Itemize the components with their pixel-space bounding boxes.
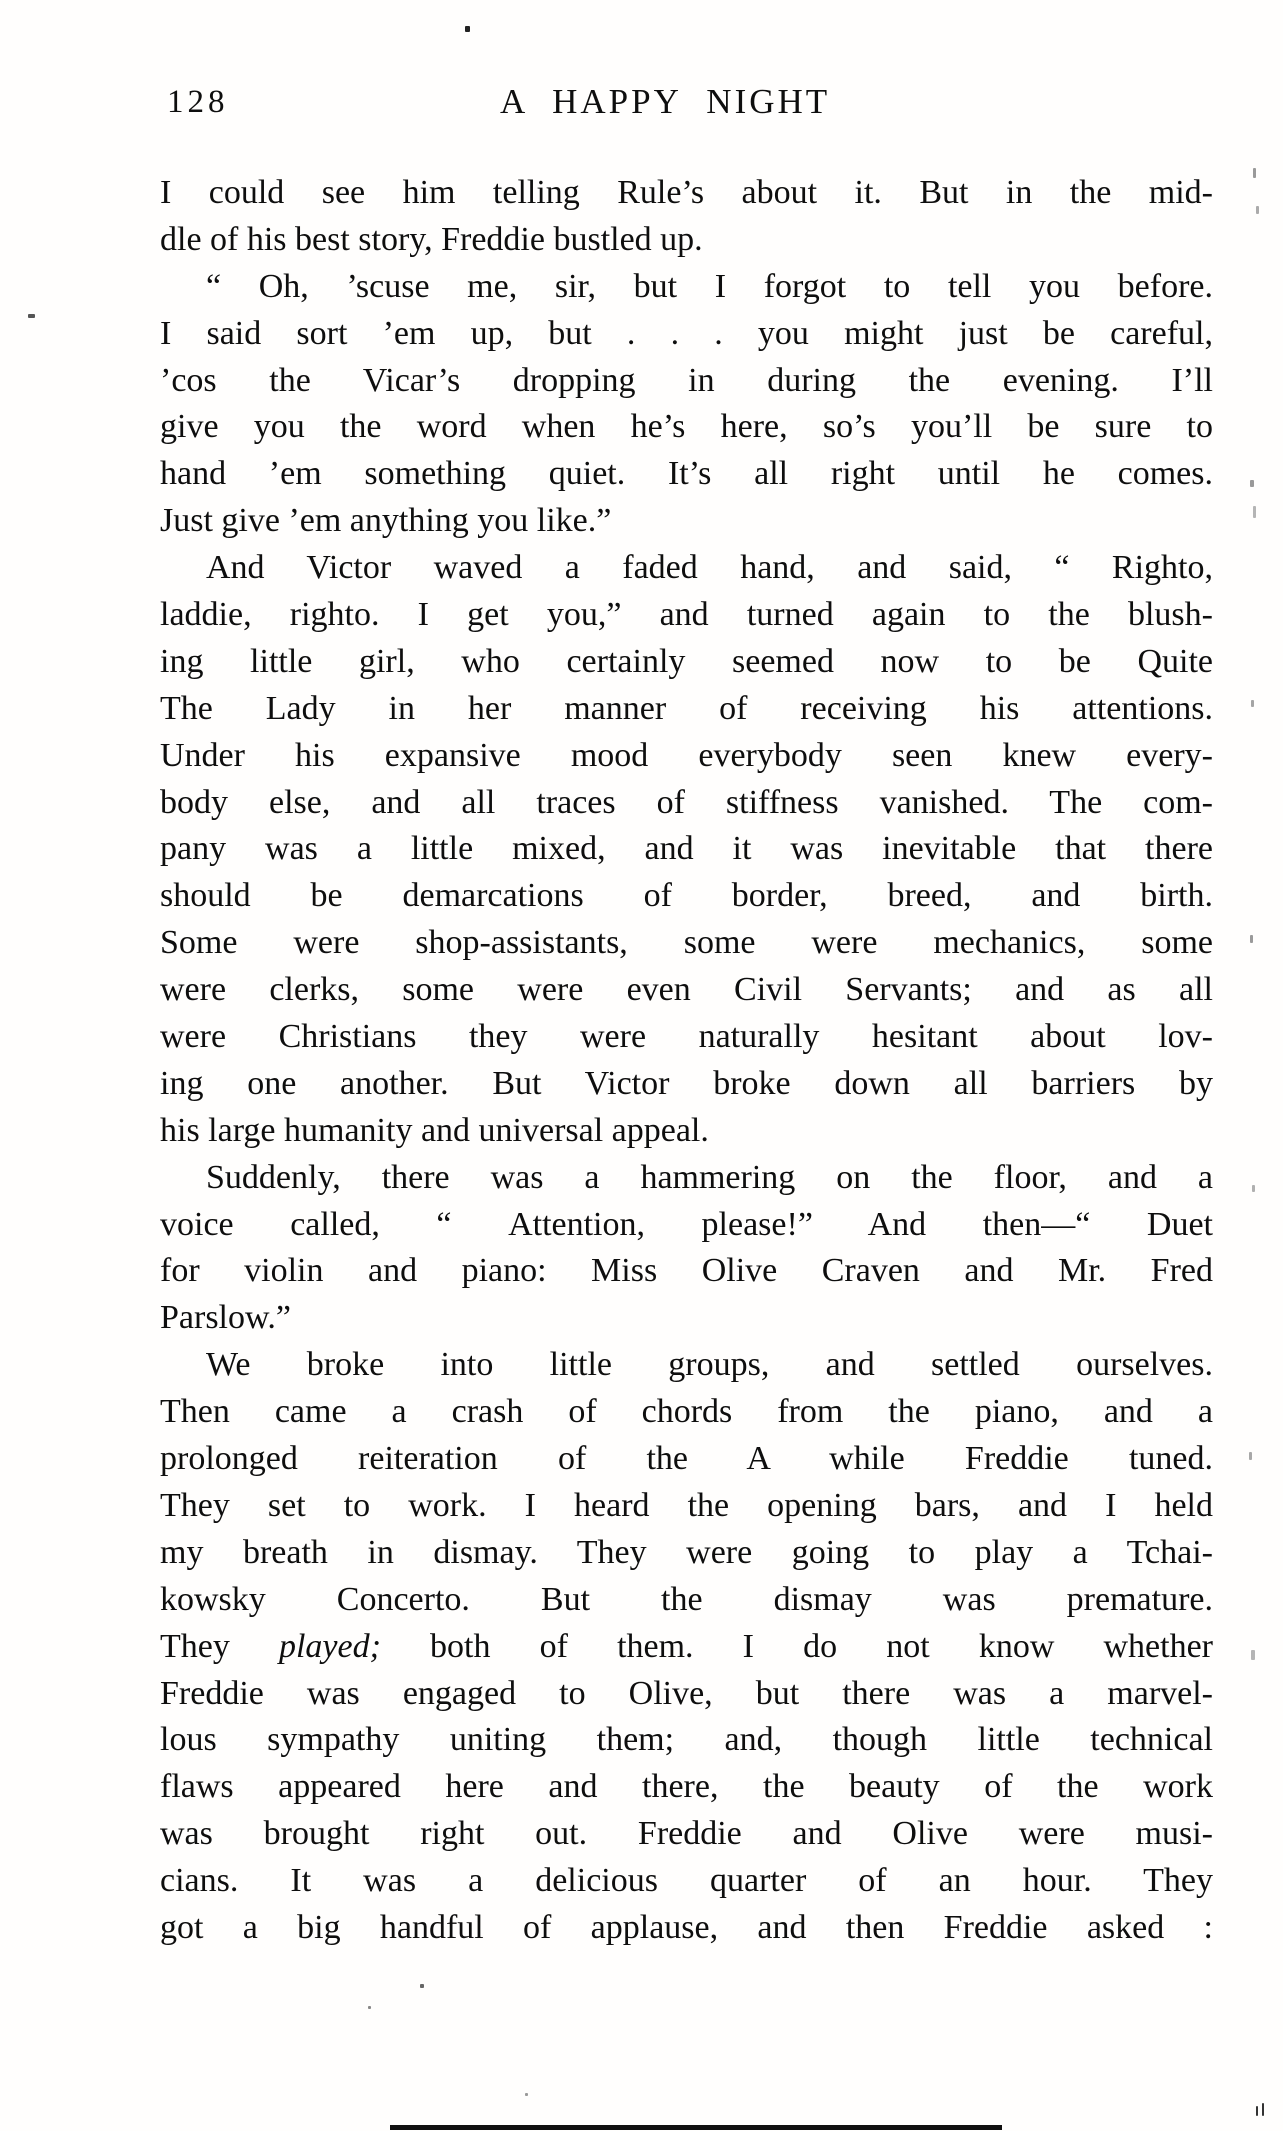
text-line: were clerks, some were even Civil Servants; and as all xyxy=(160,971,1213,1009)
text-line: flaws appeared here and there, the beauty of the work xyxy=(160,1768,1213,1806)
text-line: They set to work. I heard the opening bars, and I held xyxy=(160,1486,1213,1524)
text-line: give you the word when he’s here, so’s you’ll be sure to xyxy=(160,408,1213,446)
text-line: should be demarcations of border, breed, and birth. xyxy=(160,877,1213,915)
text-line: body else, and all traces of stiffness vanished. The com- xyxy=(160,783,1213,821)
scan-speck xyxy=(1251,700,1254,707)
scan-speck xyxy=(1251,1650,1255,1660)
text-line: Some were shop-assistants, some were mechanics, some xyxy=(160,924,1213,962)
text-line: And Victor waved a faded hand, and said, “ Righto, xyxy=(206,549,1213,587)
scan-speck xyxy=(465,26,470,32)
scan-speck xyxy=(525,2093,528,2096)
text-line: The Lady in her manner of receiving his attentions. xyxy=(160,689,1213,727)
scan-speck xyxy=(28,314,35,318)
text-line: We broke into little groups, and settled ourselves. xyxy=(206,1346,1213,1384)
text-segment: They xyxy=(160,1627,279,1665)
text-line: I said sort ’em up, but . . . you might just be careful, xyxy=(160,314,1213,352)
text-segment: both of them. I do not know whether xyxy=(380,1627,1213,1665)
text-line: Under his expansive mood everybody seen knew every- xyxy=(160,736,1213,774)
text-line: Just give ’em anything you like.” xyxy=(160,502,612,540)
text-line: Parslow.” xyxy=(160,1299,291,1337)
text-line: dle of his best story, Freddie bustled up. xyxy=(160,220,703,258)
text-line: I could see him telling Rule’s about it. But in the mid- xyxy=(160,174,1213,211)
scan-speck xyxy=(1252,1185,1255,1192)
running-title: A HAPPY NIGHT xyxy=(500,82,831,121)
scan-speck xyxy=(1250,935,1253,943)
text-line: ing one another. But Victor broke down all barriers by xyxy=(160,1064,1213,1102)
text-line: got a big handful of applause, and then Freddie asked : xyxy=(160,1908,1213,1946)
italic-word: played; xyxy=(278,1627,381,1665)
scan-speck xyxy=(1249,1452,1252,1460)
text-line: cians. It was a delicious quarter of an hour. They xyxy=(160,1862,1213,1900)
scan-speck xyxy=(1256,206,1259,214)
scan-speck xyxy=(420,1984,424,1988)
text-line: lous sympathy uniting them; and, though little technical xyxy=(160,1721,1213,1759)
text-line: for violin and piano: Miss Olive Craven and Mr. Fred xyxy=(160,1252,1213,1290)
scan-speck xyxy=(1262,2103,1264,2116)
scan-speck xyxy=(368,2006,371,2009)
text-line: voice called, “ Attention, please!” And then—“ Duet xyxy=(160,1205,1213,1243)
scan-speck xyxy=(1256,2106,1258,2116)
text-line: kowsky Concerto. But the dismay was premature. xyxy=(160,1580,1213,1618)
scan-speck xyxy=(1253,168,1256,178)
text-line: ing little girl, who certainly seemed now to be Quite xyxy=(160,642,1213,680)
text-line: “ Oh, ’scuse me, sir, but I forgot to tell you before. xyxy=(206,267,1213,305)
scan-speck xyxy=(1253,506,1256,518)
page-number: 128 xyxy=(167,84,229,120)
text-line: Suddenly, there was a hammering on the floor, and a xyxy=(206,1158,1213,1196)
text-line: laddie, righto. I get you,” and turned again to the blush- xyxy=(160,596,1213,634)
text-line xyxy=(160,1624,1213,1671)
text-line: prolonged reiteration of the A while Freddie tuned. xyxy=(160,1440,1213,1478)
text-line: were Christians they were naturally hesitant about lov- xyxy=(160,1018,1213,1056)
scan-speck xyxy=(1250,480,1254,487)
text-line: Then came a crash of chords from the piano, and a xyxy=(160,1393,1213,1431)
text-line: his large humanity and universal appeal. xyxy=(160,1111,709,1149)
text-line: pany was a little mixed, and it was inevitable that there xyxy=(160,830,1213,868)
text-line: ’cos the Vicar’s dropping in during the evening. I’ll xyxy=(160,361,1213,399)
text-line: my breath in dismay. They were going to play a Tchai- xyxy=(160,1533,1213,1571)
text-line: Freddie was engaged to Olive, but there was a marvel- xyxy=(160,1674,1213,1712)
text-line: hand ’em something quiet. It’s all right until he comes. xyxy=(160,455,1213,493)
body-text xyxy=(160,170,1213,1952)
text-line: was brought right out. Freddie and Olive were musi- xyxy=(160,1815,1213,1853)
scan-artifact-bar xyxy=(390,2125,1002,2130)
